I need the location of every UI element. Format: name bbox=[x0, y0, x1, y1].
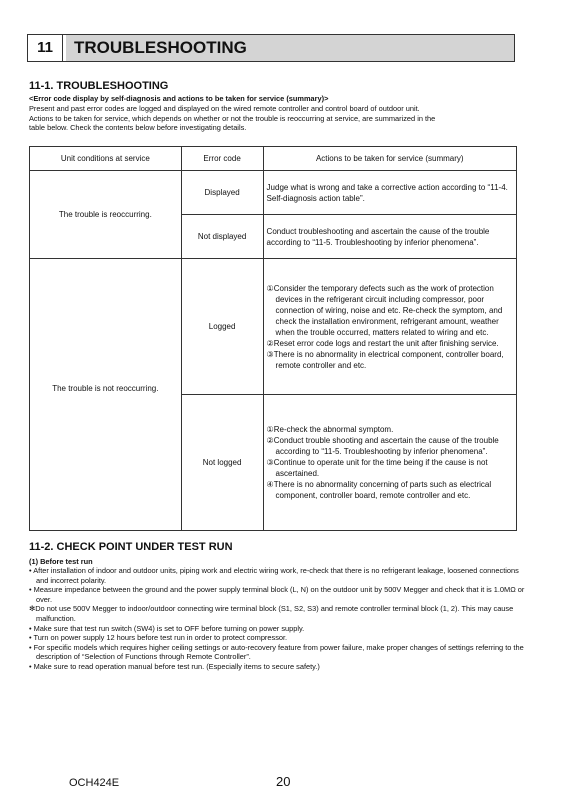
table-row bbox=[30, 259, 517, 395]
error-code-table bbox=[29, 146, 517, 531]
condition-cell: The trouble is reoccurring. bbox=[30, 171, 182, 259]
action-item: ③Continue to operate unit for the time being if the cause is not ascertained. bbox=[266, 458, 488, 478]
subsection-subtitle: (1) Before test run bbox=[29, 557, 93, 566]
column-header: Error code bbox=[181, 147, 263, 171]
subsection-title: 11-2. CHECK POINT UNDER TEST RUN bbox=[29, 541, 233, 553]
intro-line: table below. Check the contents below before investigating details. bbox=[29, 123, 247, 133]
page-number: 20 bbox=[276, 774, 291, 789]
section-header bbox=[27, 34, 515, 62]
condition-cell bbox=[30, 259, 182, 531]
error-code-cell: Not logged bbox=[181, 395, 263, 531]
action-cell bbox=[263, 395, 516, 531]
subsection-subtitle: <Error code display by self-diagnosis and actions to be taken for service (summary)> bbox=[29, 94, 329, 103]
action-item: ②Reset error code logs and restart the unit after finishing service. bbox=[266, 338, 499, 348]
action-item: ②Conduct trouble shooting and ascertain the cause of the trouble according to “11-5. Troubleshooting by inferior phenomena”. bbox=[266, 436, 499, 456]
list-item: • After installation of indoor and outdoor units, piping work and electric wiring work, re-check that there is no refrigerant leakage, loosened connections and incorrect polarity. bbox=[29, 566, 519, 585]
section-number: 11 bbox=[28, 35, 63, 61]
list-item: • For specific models which requires higher ceiling settings or auto-recovery feature from power failure, make proper changes of settings referring to the description of “Selection of Functions through Remote Controller”. bbox=[29, 642, 524, 662]
condition-text: The trouble is not reoccurring. bbox=[52, 384, 159, 393]
list-item: • Turn on power supply 12 hours before test run in order to protect compressor. bbox=[29, 633, 288, 643]
intro-line: Present and past error codes are logged and displayed on the wired remote controller and control board of outdoor unit. bbox=[29, 104, 420, 113]
column-header: Actions to be taken for service (summary) bbox=[263, 147, 516, 171]
section-title: TROUBLESHOOTING bbox=[66, 35, 514, 61]
action-cell: Conduct troubleshooting and ascertain the cause of the trouble according to “11-5. Troubleshooting by inferior phenomena”. bbox=[263, 215, 516, 259]
error-code-cell: Displayed bbox=[181, 171, 263, 215]
subsection-title: 11-1. TROUBLESHOOTING bbox=[29, 80, 169, 92]
error-code-cell: Not displayed bbox=[181, 215, 263, 259]
column-header: Unit conditions at service bbox=[30, 147, 182, 171]
action-item: ①Consider the temporary defects such as the work of protection devices in the refrigerant circuit including compressor, poor connection of wiring, noise and etc. Re-check the symptom, and check the installation environment, refrigerant amount, weather when the trouble occurred, matters related to wiring and etc. bbox=[266, 283, 503, 337]
action-cell: Judge what is wrong and take a corrective action according to “11-4. Self-diagnosis action table”. bbox=[263, 171, 516, 215]
list-item: • Measure impedance between the ground and the power supply terminal block (L, N) on the outdoor unit by 500V Megger and check that it is 1.0MΩ or over. bbox=[29, 585, 525, 604]
intro-text bbox=[29, 104, 529, 133]
model-code: OCH424E bbox=[69, 777, 120, 789]
list-item: • Make sure that test run switch (SW4) is set to OFF before turning on power supply. bbox=[29, 623, 305, 633]
action-item: ③There is no abnormality in electrical component, controller board, remote controller and etc. bbox=[266, 349, 504, 370]
table-header-row bbox=[30, 147, 517, 171]
intro-line: Actions to be taken for service, which depends on whether or not the trouble is reoccurring at service, are summarized in the bbox=[29, 113, 436, 123]
action-item: ①Re-check the abnormal symptom. bbox=[266, 425, 394, 434]
table-row bbox=[30, 171, 517, 215]
checklist bbox=[29, 566, 529, 672]
error-code-cell: Logged bbox=[181, 259, 263, 395]
action-cell bbox=[263, 259, 516, 395]
list-item: • Make sure to read operation manual before test run. (Especially items to secure safety.) bbox=[29, 661, 320, 671]
list-item: ✻Do not use 500V Megger to indoor/outdoor connecting wire terminal block (S1, S2, S3) and remote controller terminal block (1, 2). This may cause malfunction. bbox=[29, 604, 514, 623]
action-item: ④There is no abnormality concerning of parts such as electrical component, controller board, remote controller and etc. bbox=[266, 480, 492, 500]
